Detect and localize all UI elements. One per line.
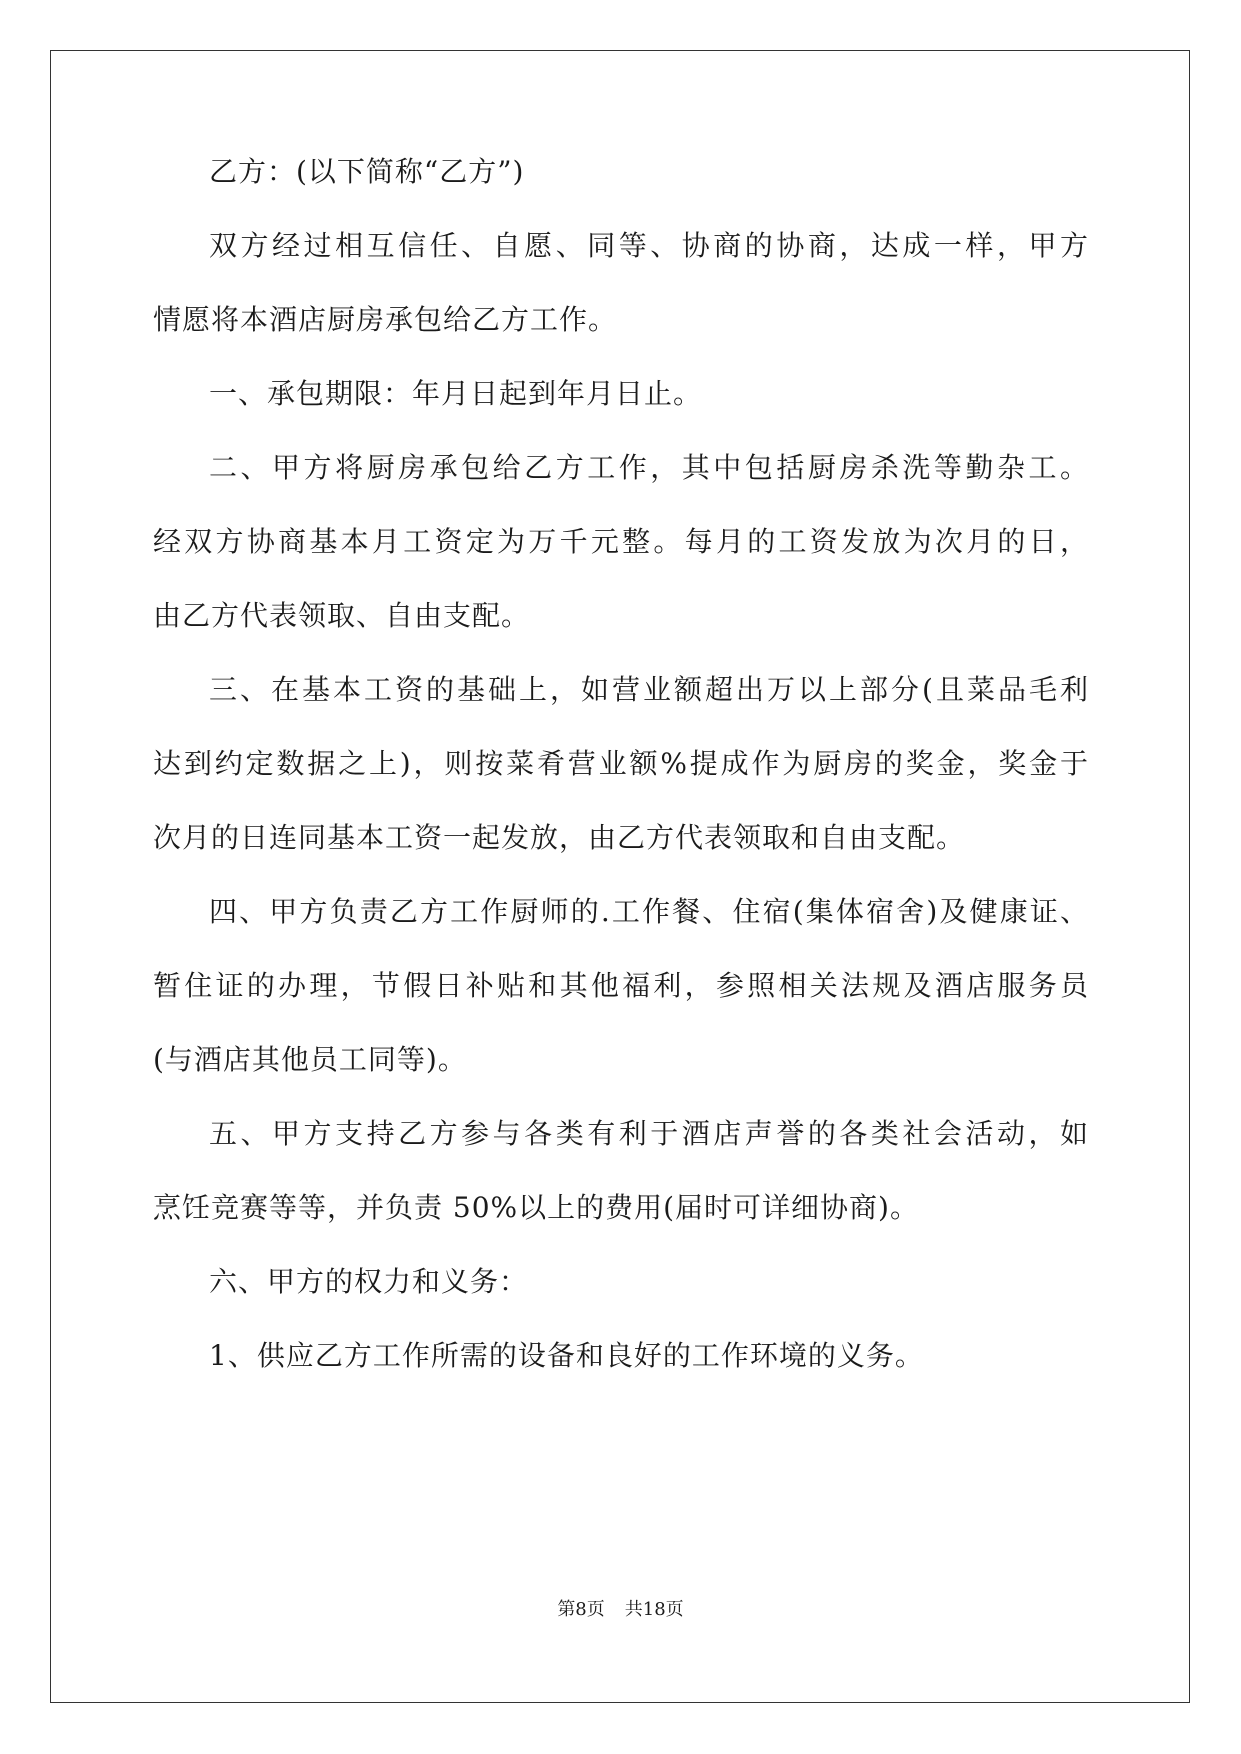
paragraph-line: 五、甲方支持乙方参与各类有利于酒店声誉的各类社会活动，如: [209, 1117, 1088, 1150]
page-border: [50, 50, 1190, 1703]
page-footer: [0, 1598, 1241, 1622]
paragraph-line: 六、甲方的权力和义务：: [209, 1265, 529, 1298]
paragraph-line: 情愿将本酒店厨房承包给乙方工作。: [153, 303, 618, 336]
paragraph-line: 达到约定数据之上)，则按菜肴营业额%提成作为厨房的奖金，奖金于: [153, 747, 1088, 780]
page-number: 第8页: [557, 1599, 605, 1620]
paragraph-line: 烹饪竞赛等等，并负责 50%以上的费用(届时可详细协商)。: [153, 1191, 919, 1224]
text-line: 乙方：(以下简称“乙方”): [209, 155, 525, 188]
paragraph-line: 一、承包期限：年月日起到年月日止。: [209, 377, 703, 410]
paragraph-line: 双方经过相互信任、自愿、同等、协商的协商，达成一样，甲方: [209, 229, 1088, 262]
paragraph-line: 1、供应乙方工作所需的设备和良好的工作环境的义务。: [209, 1339, 924, 1372]
paragraph-line: 二、甲方将厨房承包给乙方工作，其中包括厨房杀洗等勤杂工。: [209, 451, 1088, 484]
paragraph-line: 次月的日连同基本工资一起发放，由乙方代表领取和自由支配。: [153, 821, 966, 854]
paragraph-line: 经双方协商基本月工资定为万千元整。每月的工资发放为次月的日，: [153, 525, 1088, 558]
paragraph-line: (与酒店其他员工同等)。: [153, 1043, 467, 1076]
paragraph-line: 由乙方代表领取、自由支配。: [153, 599, 531, 632]
paragraph-line: 三、在基本工资的基础上，如营业额超出万以上部分(且菜品毛利: [209, 673, 1088, 706]
total-pages: 共18页: [624, 1599, 684, 1620]
paragraph-line: 暂住证的办理，节假日补贴和其他福利，参照相关法规及酒店服务员: [153, 969, 1088, 1002]
paragraph-line: 四、甲方负责乙方工作厨师的.工作餐、住宿(集体宿舍)及健康证、: [209, 895, 1088, 928]
